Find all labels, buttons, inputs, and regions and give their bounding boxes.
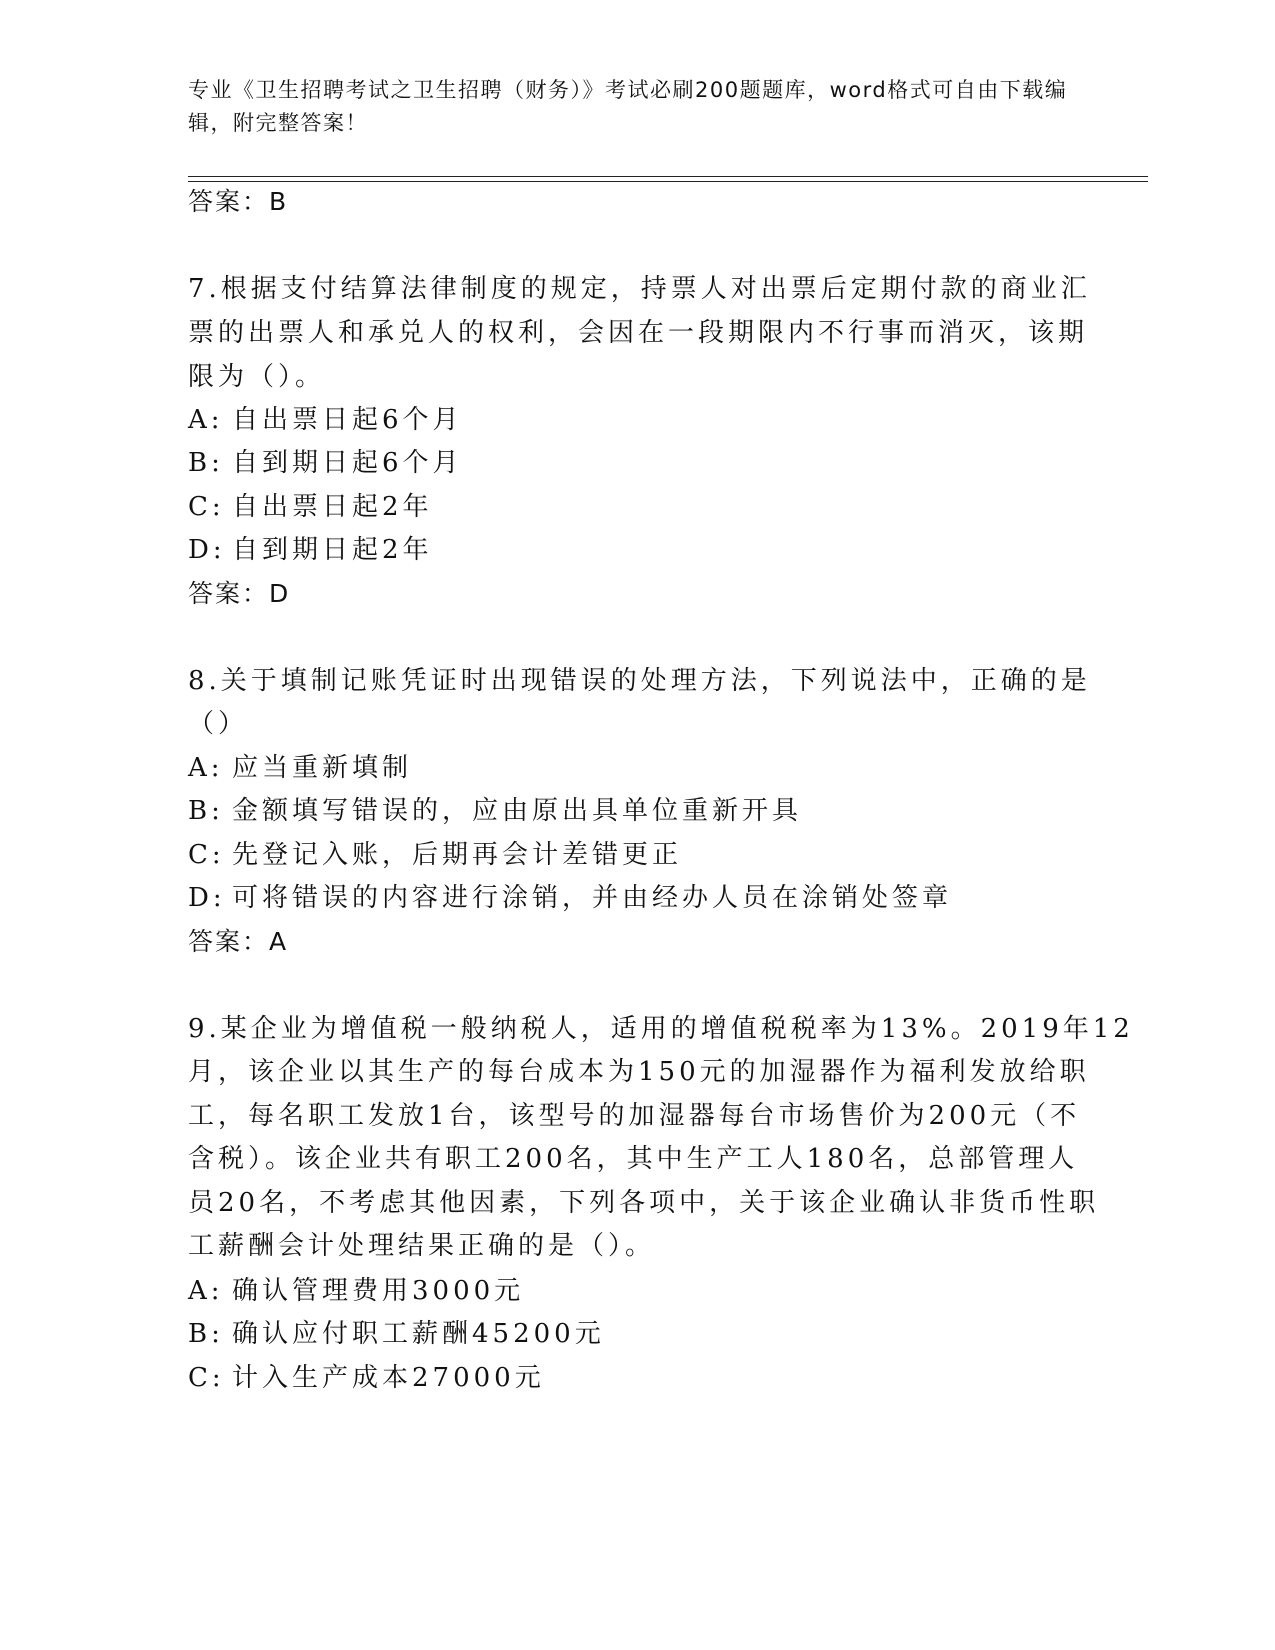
q8-option-c-text: 先登记入账，后期再会计差错更正 [232,840,683,870]
q9-stem-line-4: 含税）。该企业共有职工200名，其中生产工人180名，总部管理人 [188,1144,1079,1174]
q9-stem-line-2: 月，该企业以其生产的每台成本为150元的加湿器作为福利发放给职 [188,1057,1090,1087]
q7-option-d-text: 自到期日起2年 [232,535,433,565]
q8-option-b-text: 金额填写错误的，应由原出具单位重新开具 [232,796,803,826]
q7-option-d-label: D: [188,535,226,565]
q8-option-c-label: C: [188,840,225,870]
q8-option-d [188,882,952,914]
q9-stem-line-6: 工薪酬会计处理结果正确的是（）。 [188,1231,656,1261]
q9-stem-line-1: 9.某企业为增值税一般纳税人，适用的增值税税率为13%。2019年12 [188,1014,1134,1044]
q9-option-b [188,1318,605,1350]
header-divider-top [188,176,1148,177]
q9-option-a-text: 确认管理费用3000元 [232,1276,525,1306]
document-header: 专业《卫生招聘考试之卫生招聘（财务）》考试必刷200题题库，word格式可自由下载编辑，附完整答案！ [188,78,1068,135]
q7-option-d [188,534,433,566]
q8-option-b [188,795,802,827]
q7-stem-line-3: 限为（）。 [188,362,326,392]
q7-stem-line-2: 票的出票人和承兑人的权利，会因在一段期限内不行事而消灭，该期 [188,318,1089,348]
answer-q8: 答案：A [188,927,289,956]
q7-option-c [188,491,433,523]
q9-option-b-text: 确认应付职工薪酬45200元 [232,1319,605,1349]
q8-option-d-label: D: [188,883,226,913]
q8-stem-line-2: （） [188,709,249,739]
q7-option-b-text: 自到期日起6个月 [232,448,463,478]
q8-option-b-label: B: [188,796,224,826]
q8-option-a-text: 应当重新填制 [232,753,413,783]
q9-option-c-label: C: [188,1363,225,1393]
q7-option-a-text: 自出票日起6个月 [232,405,463,435]
q8-option-d-text: 可将错误的内容进行涂销，并由经办人员在涂销处签章 [232,883,953,913]
q8-option-a [188,752,412,784]
q8-stem-line-1: 8.关于填制记账凭证时出现错误的处理方法，下列说法中，正确的是 [188,666,1091,696]
q9-option-b-label: B: [188,1319,224,1349]
answer-q6: 答案：B [188,187,289,216]
q7-option-b [188,447,463,479]
answer-q7: 答案：D [188,579,291,608]
q9-stem-line-5: 员20名，不考虑其他因素，下列各项中，关于该企业确认非货币性职 [188,1188,1100,1218]
q7-option-a-label: A: [188,405,224,435]
q7-option-b-label: B: [188,448,224,478]
q9-option-a [188,1275,524,1307]
q9-option-c-text: 计入生产成本27000元 [232,1363,545,1393]
q9-option-a-label: A: [188,1276,224,1306]
q7-option-c-label: C: [188,492,225,522]
q8-option-c [188,839,682,871]
header-divider-bottom [188,181,1148,182]
q7-stem-line-1: 7.根据支付结算法律制度的规定，持票人对出票后定期付款的商业汇 [188,274,1091,304]
q7-option-c-text: 自出票日起2年 [232,492,433,522]
q7-option-a [188,404,463,436]
q9-option-c [188,1362,545,1394]
q9-stem-line-3: 工，每名职工发放1台，该型号的加湿器每台市场售价为200元（不 [188,1101,1081,1131]
q8-option-a-label: A: [188,753,224,783]
